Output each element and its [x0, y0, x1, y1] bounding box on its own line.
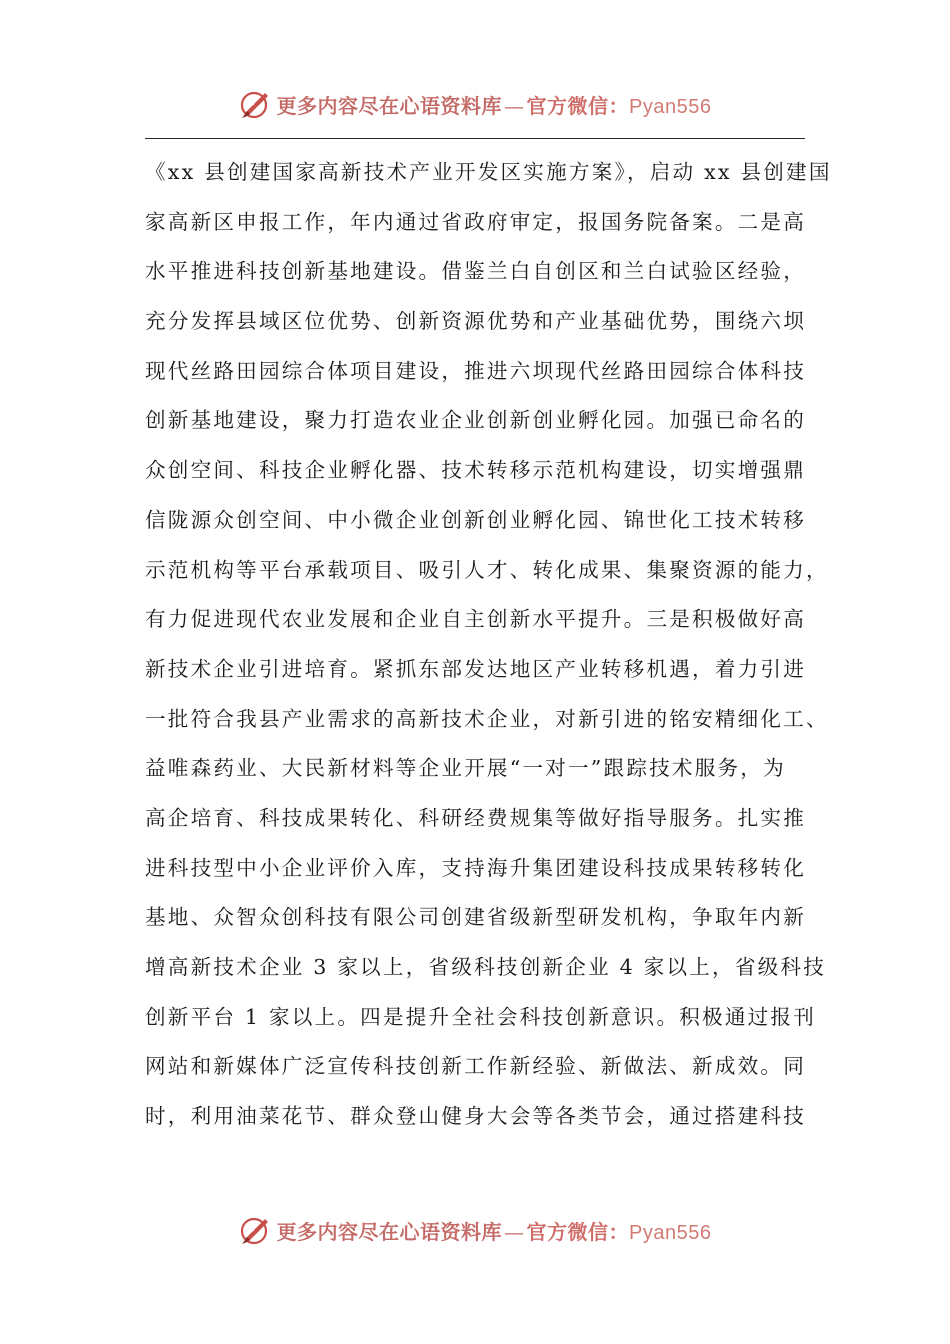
- text-line: 时，利用油菜花节、群众登山健身大会等各类节会，通过搭建科技: [145, 1104, 807, 1129]
- header-banner-text: [277, 90, 712, 119]
- header-banner: [0, 82, 950, 126]
- footer-site-name: 更多内容尽在心语资料库: [276, 1219, 503, 1244]
- text-line: 有力促进现代农业发展和企业自主创新水平提升。三是积极做好高: [145, 607, 807, 632]
- text-line: 高企培育、科技成果转化、科研经费规集等做好指导服务。扎实推: [145, 805, 807, 830]
- header-wechat-id: Pyan556: [629, 95, 712, 118]
- pen-quill-logo-icon: [239, 87, 273, 121]
- header-site-name: 更多内容尽在心语资料库: [276, 93, 503, 118]
- pen-quill-logo-icon: [239, 1213, 273, 1247]
- footer-banner-text: [277, 1216, 712, 1245]
- text-line: 充分发挥县域区位优势、创新资源优势和产业基础优势，围绕六坝: [145, 309, 807, 334]
- text-line: 众创空间、科技企业孵化器、技术转移示范机构建设，切实增强鼎: [145, 458, 807, 483]
- document-body: [145, 148, 832, 1142]
- header-separator: —: [504, 93, 525, 118]
- text-line: 新技术企业引进培育。紧抓东部发达地区产业转移机遇，着力引进: [145, 656, 807, 681]
- footer-wechat-label: 官方微信：: [526, 1219, 630, 1244]
- text-line: 信陇源众创空间、中小微企业创新创业孵化园、锦世化工技术转移: [145, 507, 807, 532]
- footer-separator: —: [504, 1219, 525, 1244]
- text-line: 家高新区申报工作，年内通过省政府审定，报国务院备案。二是高: [145, 209, 807, 234]
- text-line: 一批符合我县产业需求的高新技术企业，对新引进的铭安精细化工、: [145, 706, 829, 731]
- text-line: 水平推进科技创新基地建设。借鉴兰白自创区和兰白试验区经验，: [145, 259, 807, 284]
- text-line: 创新基地建设，聚力打造农业企业创新创业孵化园。加强已命名的: [145, 408, 807, 433]
- text-line: 现代丝路田园综合体项目建设，推进六坝现代丝路田园综合体科技: [145, 358, 807, 383]
- text-line: 《xx 县创建国家高新技术产业开发区实施方案》，启动 xx 县创建国: [145, 160, 832, 184]
- footer-wechat-id: Pyan556: [629, 1221, 712, 1244]
- header-wechat-label: 官方微信：: [526, 93, 630, 118]
- text-line: 创新平台 1 家以上。四是提升全社会科技创新意识。积极通过报刊: [145, 1004, 817, 1029]
- text-line: 益唯森药业、大民新材料等企业开展“一对一”跟踪技术服务，为: [145, 756, 786, 781]
- text-line: 示范机构等平台承载项目、吸引人才、转化成果、集聚资源的能力，: [145, 557, 829, 582]
- text-line: 基地、众智众创科技有限公司创建省级新型研发机构，争取年内新: [145, 905, 807, 930]
- header-divider: [145, 138, 805, 139]
- footer-banner: [0, 1208, 950, 1252]
- text-line: 增高新技术企业 3 家以上，省级科技创新企业 4 家以上，省级科技: [145, 955, 827, 979]
- text-line: 进科技型中小企业评价入库，支持海升集团建设科技成果转移转化: [145, 855, 807, 880]
- text-line: 网站和新媒体广泛宣传科技创新工作新经验、新做法、新成效。同: [145, 1054, 807, 1079]
